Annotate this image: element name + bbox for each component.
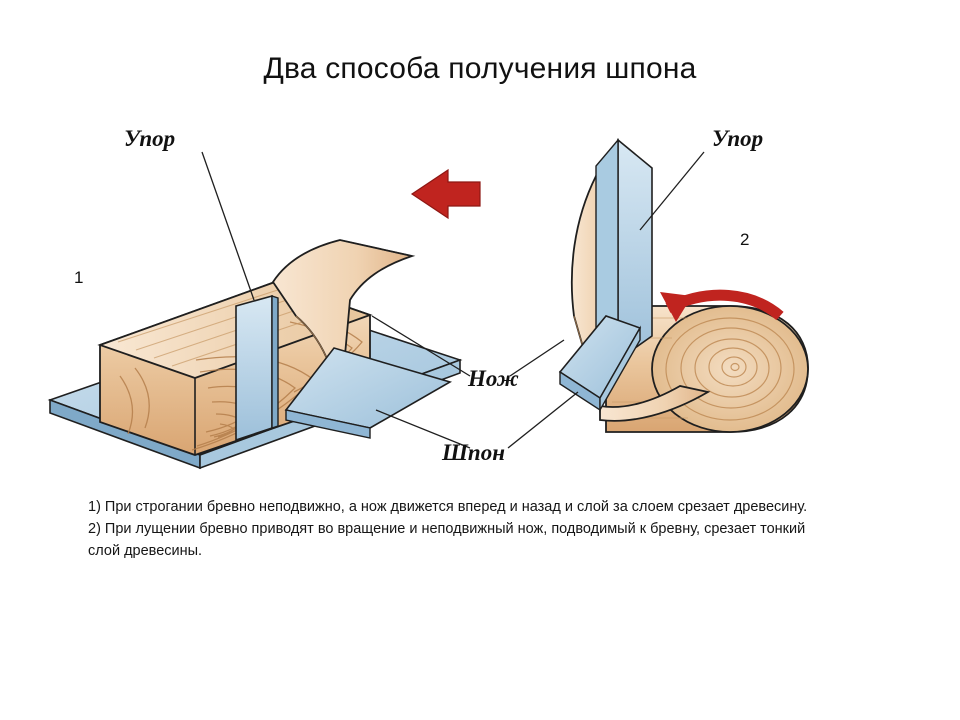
left-stop-leader [202,152,254,300]
caption-line-2: 2) При лущении бревно приводят во вращение и неподвижный нож, подводимый к бревну, срезает тонкий слой древесины. [88,521,806,560]
diagram-right-peeling [560,126,808,432]
caption-block [88,496,808,562]
label-veneer: Шпон [442,440,505,465]
left-direction-arrow [412,170,480,218]
label-stop-right: Упор [712,126,764,151]
figure-index-left: 1 [74,268,84,287]
label-knife: Нож [468,366,519,391]
label-stop-left: Упор [124,126,176,151]
left-knife-blade [236,296,278,440]
veneer-production-diagram [40,110,920,500]
page-title: Два способа получения шпона [263,52,697,85]
caption-line-1: 1) При строгании бревно неподвижно, а нож движется вперед и назад и слой за слоем срезает древесину. [88,499,808,515]
figure-index-right: 2 [740,230,750,249]
diagram-left-slicing [50,126,480,468]
